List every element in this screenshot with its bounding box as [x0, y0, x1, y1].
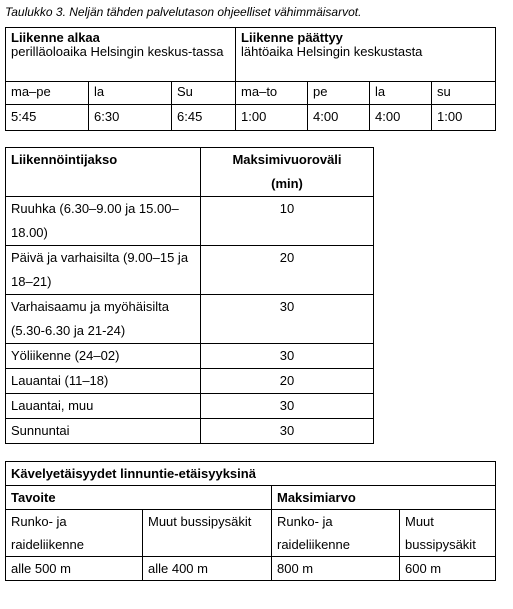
header-period: Liikennöintijakso	[6, 148, 201, 197]
day-cell: la	[89, 82, 172, 105]
table-caption: Taulukko 3. Neljän tähden palvelutason ohjeelliset vähimmäisarvot.	[5, 5, 362, 19]
table-row	[6, 295, 374, 344]
period-cell: Varhaisaamu ja myöhäisilta (5.30-6.30 ja 21-24)	[6, 295, 201, 344]
header-unit-label: (min)	[271, 176, 303, 191]
table-row	[6, 369, 374, 394]
col-trunk-header: Runko- ja raideliikenne	[6, 510, 143, 557]
time-cell: 4:00	[308, 105, 370, 131]
distance-cell: alle 400 m	[143, 557, 272, 581]
day-cell: ma–to	[236, 82, 308, 105]
day-cell: pe	[308, 82, 370, 105]
interval-cell: 30	[201, 344, 374, 369]
table-row	[6, 394, 374, 419]
distance-cell: 800 m	[272, 557, 400, 581]
service-end-header	[236, 28, 496, 82]
period-cell: Yöliikenne (24–02)	[6, 344, 201, 369]
time-cell: 1:00	[236, 105, 308, 131]
distance-cell: 600 m	[400, 557, 496, 581]
walking-distance-table	[5, 461, 496, 581]
header-max-label: Maksimivuoroväli	[232, 152, 342, 167]
max-value-header: Maksimiarvo	[272, 486, 496, 510]
table-row	[6, 419, 374, 444]
time-cell: 5:45	[6, 105, 89, 131]
col-other-header: Muut bussipysäkit	[400, 510, 496, 557]
service-end-title: Liikenne päättyy	[241, 30, 343, 45]
interval-cell: 30	[201, 295, 374, 344]
service-start-title: Liikenne alkaa	[11, 30, 100, 45]
col-other-header: Muut bussipysäkit	[143, 510, 272, 557]
period-cell: Lauantai (11–18)	[6, 369, 201, 394]
period-cell: Sunnuntai	[6, 419, 201, 444]
interval-cell: 10	[201, 197, 374, 246]
time-cell: 6:30	[89, 105, 172, 131]
table-row	[6, 246, 374, 295]
target-header: Tavoite	[6, 486, 272, 510]
day-cell: la	[370, 82, 432, 105]
day-cell: Su	[172, 82, 236, 105]
service-end-subtitle: lähtöaika Helsingin keskustasta	[241, 44, 423, 59]
interval-cell: 30	[201, 419, 374, 444]
period-cell: Päivä ja varhaisilta (9.00–15 ja 18–21)	[6, 246, 201, 295]
interval-cell: 20	[201, 369, 374, 394]
table-row	[6, 344, 374, 369]
time-cell: 4:00	[370, 105, 432, 131]
time-cell: 1:00	[432, 105, 496, 131]
header-max-interval	[201, 148, 374, 197]
period-cell: Ruuhka (6.30–9.00 ja 15.00–18.00)	[6, 197, 201, 246]
time-cell: 6:45	[172, 105, 236, 131]
service-start-subtitle: perilläoloaika Helsingin keskus-tassa	[11, 44, 224, 59]
service-hours-table	[5, 27, 496, 131]
day-cell: ma–pe	[6, 82, 89, 105]
period-cell: Lauantai, muu	[6, 394, 201, 419]
table-row	[6, 197, 374, 246]
interval-cell: 30	[201, 394, 374, 419]
service-start-header	[6, 28, 236, 82]
max-interval-table	[5, 147, 374, 444]
day-cell: su	[432, 82, 496, 105]
interval-cell: 20	[201, 246, 374, 295]
col-trunk-header: Runko- ja raideliikenne	[272, 510, 400, 557]
distance-cell: alle 500 m	[6, 557, 143, 581]
walking-distance-title: Kävelyetäisyydet linnuntie-etäisyyksinä	[6, 462, 496, 486]
